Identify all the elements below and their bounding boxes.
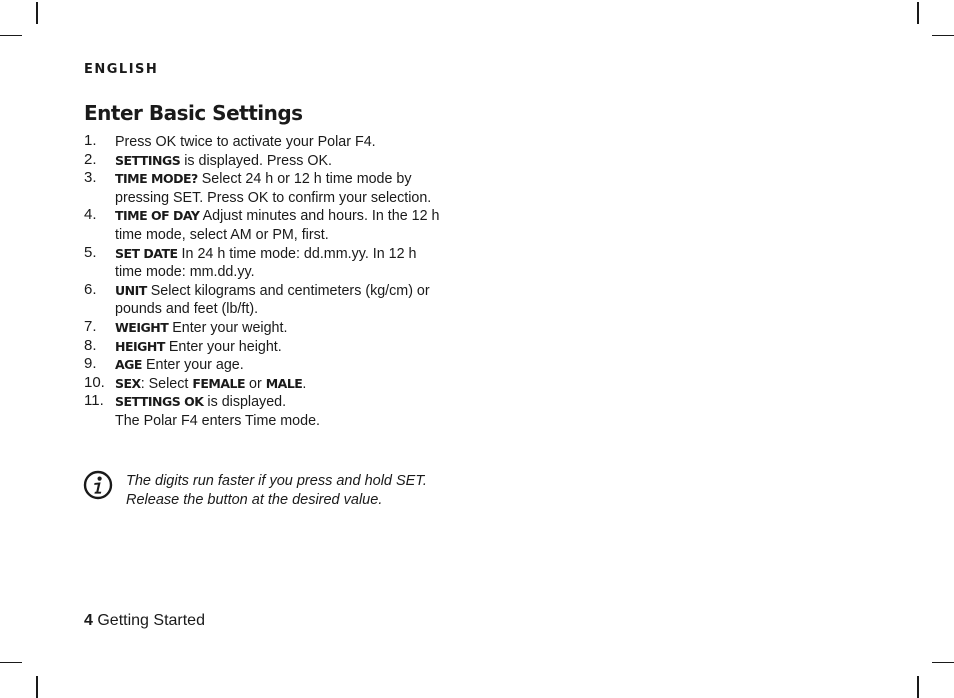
step-number: 7. (84, 317, 97, 335)
display-keyword: SETTINGS (115, 152, 181, 168)
step-number: 10. (84, 373, 105, 391)
crop-mark (0, 35, 22, 36)
crop-mark (932, 662, 954, 663)
step-text: In 24 h time mode: dd.mm.yy. In 12 h time mode: mm.dd.yy. (115, 245, 417, 281)
list-item (84, 282, 444, 319)
step-number: 9. (84, 355, 97, 373)
list-item (84, 152, 444, 171)
list-item (84, 375, 444, 394)
footer-section: Getting Started (97, 612, 205, 629)
step-text: or (245, 375, 266, 392)
step-number: 8. (84, 336, 97, 354)
step-text: is displayed. (203, 394, 287, 411)
list-item (84, 319, 444, 338)
list-item (84, 207, 444, 244)
step-text: Enter your age. (141, 357, 244, 374)
crop-mark (917, 2, 919, 24)
step-number: 3. (84, 169, 97, 187)
crop-mark (932, 35, 954, 36)
page-number: 4 (84, 612, 93, 629)
display-keyword: SETTINGS OK (115, 394, 204, 410)
step-number: 6. (84, 280, 97, 298)
crop-mark (36, 2, 38, 24)
steps-list (84, 133, 444, 431)
section-title: Enter Basic Settings (84, 101, 303, 125)
crop-mark (0, 662, 22, 663)
list-item (84, 393, 444, 430)
display-keyword: TIME MODE? (115, 171, 198, 187)
display-keyword: MALE (265, 375, 303, 391)
step-text: The Polar F4 enters Time mode. (115, 412, 321, 429)
display-keyword: AGE (115, 357, 142, 373)
language-label: ENGLISH (84, 62, 159, 77)
step-number: 1. (84, 132, 97, 149)
step-text: . (302, 375, 307, 392)
display-keyword: WEIGHT (115, 319, 169, 335)
info-icon (83, 470, 113, 500)
crop-mark (917, 676, 919, 698)
step-number: 11. (84, 392, 104, 410)
step-text: Select kilograms and centimeters (kg/cm) or pounds and feet (lb/ft). (115, 282, 430, 318)
list-item (84, 245, 444, 282)
crop-mark (36, 676, 38, 698)
display-keyword: SEX (115, 375, 141, 391)
display-keyword: UNIT (115, 282, 147, 298)
step-number: 4. (84, 206, 97, 224)
display-keyword: TIME OF DAY (115, 208, 200, 224)
display-keyword: SET DATE (115, 245, 178, 261)
note-text: The digits run faster if you press and hold SET. Release the button at the desired value. (126, 473, 427, 508)
page-footer (84, 612, 205, 630)
step-text: Enter your weight. (168, 319, 288, 336)
step-number: 2. (84, 150, 97, 168)
list-item (84, 356, 444, 375)
step-number: 5. (84, 243, 97, 261)
step-text: : Select (140, 375, 193, 392)
display-keyword: HEIGHT (115, 338, 165, 354)
step-text: Enter your height. (164, 338, 282, 355)
list-item (84, 170, 444, 207)
list-item (84, 133, 444, 152)
step-text: is displayed. Press OK. (180, 152, 333, 169)
step-text: Select 24 h or 12 h time mode by pressing SET. Press OK to confirm your selection. (115, 171, 432, 206)
step-text: Press OK twice to activate your Polar F4. (115, 134, 376, 150)
step-text: Adjust minutes and hours. In the 12 h time mode, select AM or PM, first. (115, 208, 440, 243)
list-item (84, 338, 444, 357)
display-keyword: FEMALE (192, 375, 246, 391)
